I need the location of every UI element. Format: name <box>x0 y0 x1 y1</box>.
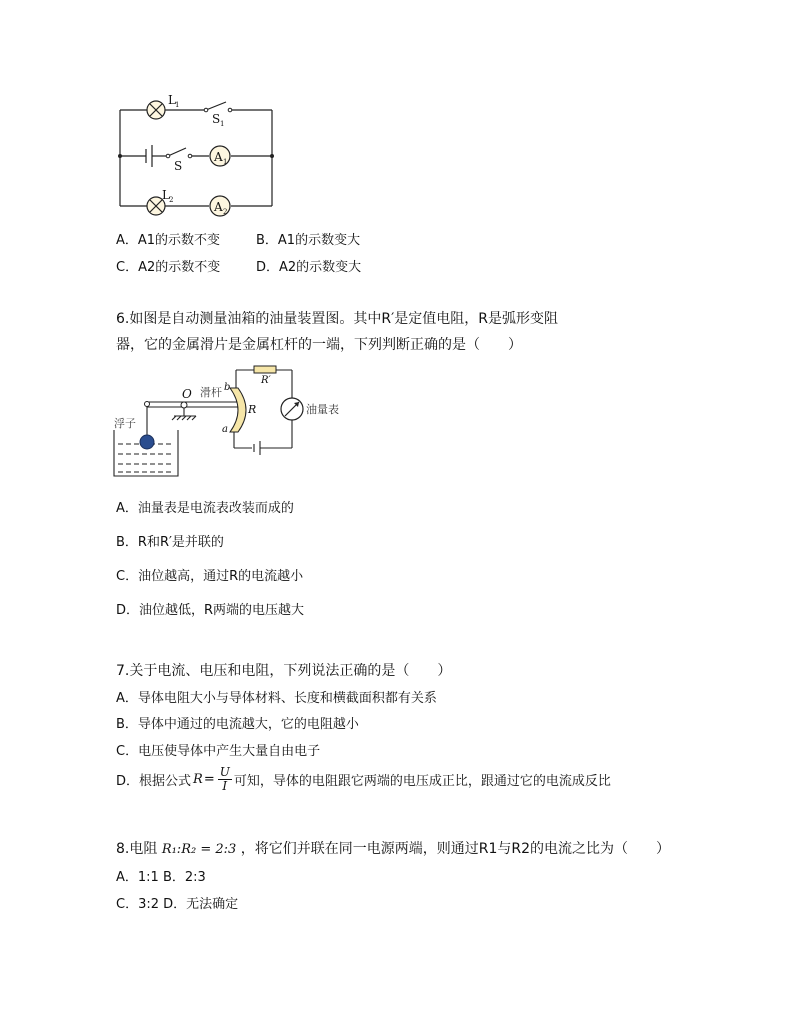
q8-suffix: ，将它们并联在同一电源两端，则通过R1与R2的电流之比为（ ） <box>240 841 671 857</box>
svg-text:2: 2 <box>169 196 174 204</box>
q6-option-b[interactable]: B．R和R′是并联的 <box>116 535 224 550</box>
q7-option-d-prefix: D．根据公式 <box>116 774 192 789</box>
q7-stem: 7.关于电流、电压和电阻，下列说法正确的是（ ） <box>116 663 452 679</box>
svg-text:1: 1 <box>223 158 228 166</box>
q6-stem-line1: 6.如图是自动测量油箱的油量装置图。其中R′是定值电阻，R是弧形变阻 <box>116 311 558 327</box>
q7-option-c[interactable]: C．电压使导体中产生大量自由电子 <box>116 744 321 759</box>
q6-stem-line2: 器，它的金属滑片是金属杠杆的一端，下列判断正确的是（ ） <box>116 337 522 353</box>
svg-text:R′: R′ <box>261 375 271 386</box>
svg-text:b: b <box>224 382 231 393</box>
svg-text:A: A <box>214 200 223 214</box>
q7-option-d-suffix: 可知，导体的电阻跟它两端的电压成正比，跟通过它的电流成反比 <box>233 774 611 789</box>
label-S: S <box>174 159 183 173</box>
svg-text:a: a <box>222 424 228 435</box>
formula-denominator: I <box>222 779 228 793</box>
svg-text:油量表: 油量表 <box>306 403 339 416</box>
fixed-resistor-Rprime <box>254 366 276 373</box>
svg-text:2: 2 <box>223 208 228 216</box>
float-ball-icon <box>140 435 154 449</box>
q8-stem <box>116 838 670 858</box>
svg-text:1: 1 <box>220 120 225 128</box>
svg-text:R: R <box>248 403 257 416</box>
oil-gauge-diagram <box>112 362 352 482</box>
label-L2: L <box>162 188 170 202</box>
ammeter-A2-icon <box>210 196 230 216</box>
formula-equals: = <box>203 772 215 787</box>
q8-prefix: 8.电阻 <box>116 841 158 857</box>
q7-option-b[interactable]: B．导体中通过的电流越大，它的电阻越小 <box>116 717 359 732</box>
q7-option-d[interactable] <box>116 766 611 793</box>
label-L1: L <box>168 93 176 107</box>
q7-option-a[interactable]: A．导体电阻大小与导体材料、长度和横截面积都有关系 <box>116 691 437 706</box>
svg-text:浮子: 浮子 <box>114 417 136 430</box>
arc-resistor-R <box>230 388 246 432</box>
q8-option-cd[interactable]: C．3:2 D．无法确定 <box>116 897 239 912</box>
q8-option-ab[interactable]: A．1:1 B．2:3 <box>116 870 206 885</box>
oil-meter-icon <box>281 398 303 420</box>
svg-text:滑杆: 滑杆 <box>200 386 222 399</box>
q6-option-a[interactable]: A．油量表是电流表改装而成的 <box>116 501 294 516</box>
q6-option-d[interactable]: D．油位越低，R两端的电压越大 <box>116 603 305 618</box>
lamp-L1-icon <box>147 101 165 119</box>
svg-text:O: O <box>182 387 192 401</box>
circuit-diagram-1 <box>110 88 285 218</box>
q6-option-c[interactable]: C．油位越高，通过R的电流越小 <box>116 569 304 584</box>
label-S1: S <box>212 112 221 126</box>
formula-fraction <box>218 766 232 793</box>
q5-option-b[interactable]: B．A1的示数变大 <box>256 233 361 248</box>
svg-text:1: 1 <box>175 101 180 109</box>
svg-text:A: A <box>214 150 223 164</box>
q5-option-d[interactable]: D．A2的示数变大 <box>256 260 362 275</box>
formula-numerator: U <box>219 765 230 779</box>
q8-ratio: R₁:R₂ = 2:3 <box>161 842 237 857</box>
q5-option-c[interactable]: C．A2的示数不变 <box>116 260 221 275</box>
ammeter-A1-icon <box>210 146 230 166</box>
formula-R: R <box>193 772 203 787</box>
q5-option-a[interactable]: A．A1的示数不变 <box>116 233 221 248</box>
